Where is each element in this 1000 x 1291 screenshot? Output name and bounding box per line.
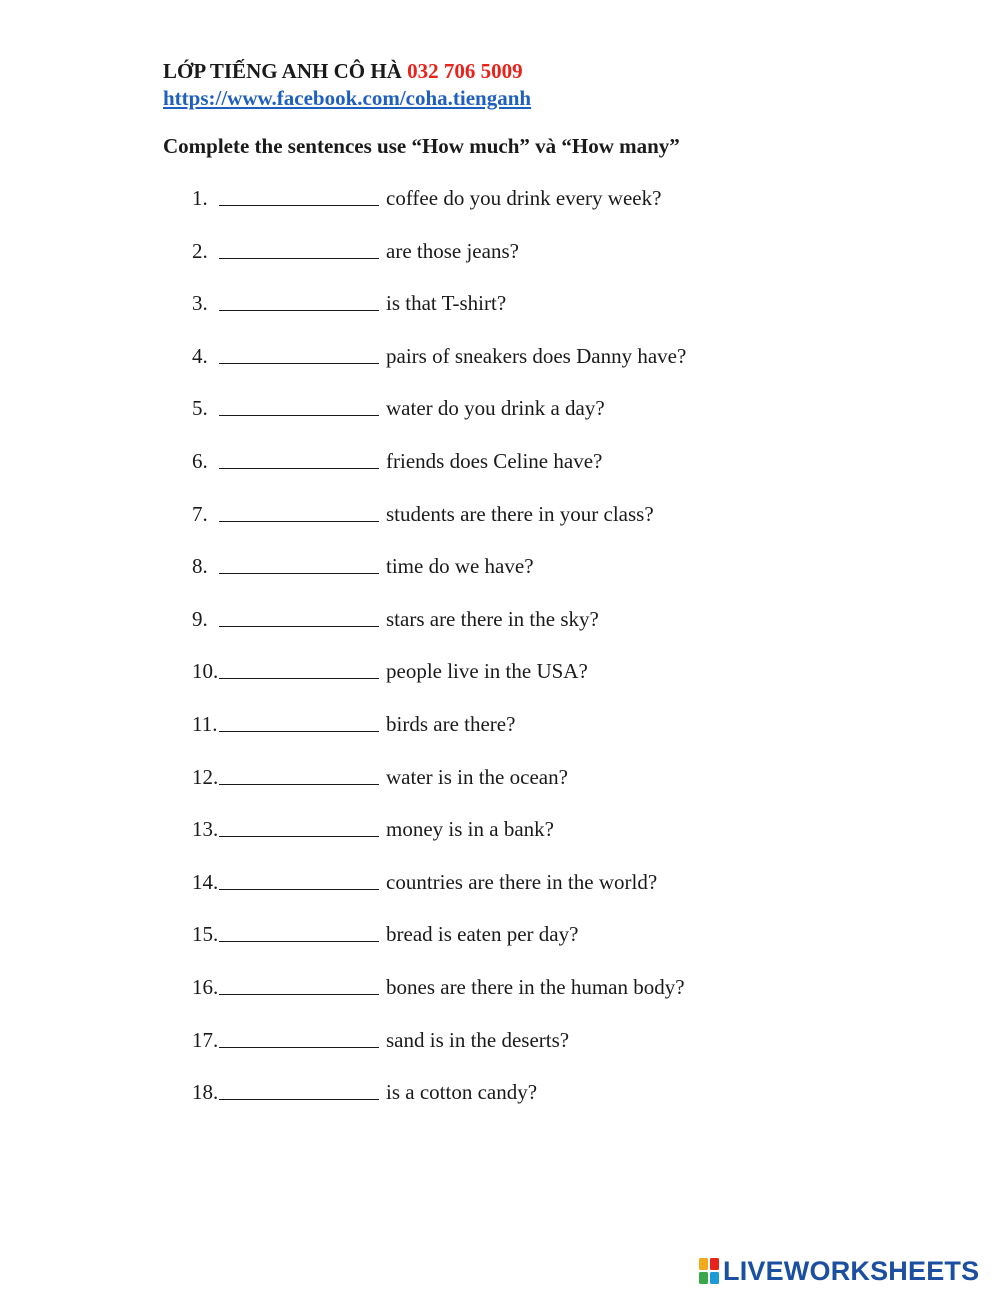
exercise-text: friends does Celine have? [386, 448, 603, 473]
exercise-number: 11. [192, 711, 218, 736]
exercise-item [192, 921, 686, 974]
exercise-number: 2. [192, 238, 208, 263]
logo-block [699, 1258, 708, 1270]
exercise-number: 13. [192, 817, 219, 842]
answer-blank-wrapper [219, 606, 381, 633]
exercise-item [192, 553, 686, 606]
answer-blank-wrapper [219, 764, 381, 791]
answer-blank[interactable] [219, 238, 379, 259]
exercise-number: 5. [192, 396, 208, 421]
answer-blank[interactable] [219, 185, 379, 206]
answer-blank-wrapper [219, 1027, 381, 1054]
exercise-text: is a cotton candy? [386, 1080, 538, 1105]
exercise-number: 1. [192, 186, 208, 210]
exercise-text: people live in the USA? [386, 659, 588, 684]
exercise-item [192, 764, 686, 817]
exercise-number: 14. [192, 869, 219, 894]
answer-blank[interactable] [219, 343, 379, 364]
answer-blank[interactable] [219, 553, 379, 574]
exercise-number: 3. [192, 291, 208, 316]
answer-blank-wrapper [219, 711, 381, 738]
exercise-item [192, 816, 686, 869]
exercise-item [192, 658, 686, 711]
answer-blank-wrapper [219, 658, 381, 685]
instruction-text: Complete the sentences use “How much” và “How many” [163, 134, 680, 158]
answer-blank-wrapper [219, 869, 381, 896]
answer-blank[interactable] [219, 448, 379, 469]
answer-blank[interactable] [219, 1079, 379, 1100]
answer-blank-wrapper [219, 921, 381, 948]
exercise-number: 18. [192, 1080, 219, 1105]
exercise-item [192, 290, 686, 343]
answer-blank[interactable] [219, 764, 379, 785]
answer-blank[interactable] [219, 1027, 379, 1048]
header-title-line [163, 58, 523, 84]
answer-blank-wrapper [219, 553, 381, 580]
exercise-text: are those jeans? [386, 238, 519, 263]
answer-blank[interactable] [219, 974, 379, 995]
answer-blank[interactable] [219, 869, 379, 890]
answer-blank-wrapper [219, 185, 381, 212]
header-phone: 032 706 5009 [407, 59, 523, 83]
answer-blank-wrapper [219, 448, 381, 475]
exercise-number: 15. [192, 922, 219, 947]
exercise-item [192, 395, 686, 448]
exercise-number: 10. [192, 659, 219, 684]
answer-blank[interactable] [219, 711, 379, 732]
exercise-item [192, 448, 686, 501]
exercise-text: time do we have? [386, 554, 534, 579]
exercise-text: students are there in your class? [386, 501, 654, 526]
answer-blank[interactable] [219, 658, 379, 679]
answer-blank-wrapper [219, 974, 381, 1001]
logo-blocks-svg [698, 1257, 720, 1285]
exercise-item [192, 343, 686, 396]
exercise-text: sand is in the deserts? [386, 1027, 570, 1052]
answer-blank-wrapper [219, 501, 381, 528]
liveworksheets-blocks-icon [698, 1257, 720, 1285]
exercise-text: birds are there? [386, 711, 516, 736]
exercise-text: bread is eaten per day? [386, 922, 579, 947]
exercise-text: water do you drink a day? [386, 396, 605, 421]
exercise-text: countries are there in the world? [386, 869, 658, 894]
exercise-number: 7. [192, 501, 208, 526]
header-title: LỚP TIẾNG ANH CÔ HÀ [163, 59, 402, 83]
answer-blank-wrapper [219, 395, 381, 422]
logo-block [710, 1272, 719, 1284]
exercise-text: pairs of sneakers does Danny have? [386, 343, 687, 368]
answer-blank-wrapper [219, 343, 381, 370]
exercise-text: is that T-shirt? [386, 291, 507, 316]
exercise-list [192, 185, 686, 1132]
answer-blank-wrapper [219, 1079, 381, 1106]
exercise-number: 17. [192, 1027, 219, 1052]
exercise-text: stars are there in the sky? [386, 606, 599, 631]
answer-blank[interactable] [219, 395, 379, 416]
exercise-item [192, 606, 686, 659]
exercise-item [192, 238, 686, 291]
answer-blank-wrapper [219, 290, 381, 317]
exercise-text: water is in the ocean? [386, 764, 568, 789]
exercise-item [192, 1079, 686, 1132]
exercise-item [192, 185, 686, 238]
exercise-item [192, 974, 686, 1027]
liveworksheets-logo-text: LIVEWORKSHEETS [723, 1255, 980, 1286]
facebook-link[interactable]: https://www.facebook.com/coha.tienganh [163, 86, 532, 110]
exercise-text: bones are there in the human body? [386, 974, 685, 999]
exercise-number: 9. [192, 606, 208, 631]
liveworksheets-logo [698, 1255, 979, 1287]
exercise-number: 6. [192, 448, 208, 473]
logo-block [699, 1272, 708, 1284]
exercise-text: money is in a bank? [386, 817, 554, 842]
exercise-item [192, 711, 686, 764]
answer-blank[interactable] [219, 816, 379, 837]
exercise-number: 4. [192, 343, 208, 368]
exercise-item [192, 869, 686, 922]
answer-blank[interactable] [219, 921, 379, 942]
exercise-number: 16. [192, 974, 219, 999]
exercise-number: 12. [192, 764, 219, 789]
answer-blank-wrapper [219, 238, 381, 265]
exercise-text: coffee do you drink every week? [386, 186, 662, 210]
logo-block [710, 1258, 719, 1270]
exercise-item [192, 1027, 686, 1080]
exercise-item [192, 501, 686, 554]
exercise-number: 8. [192, 554, 208, 579]
answer-blank-wrapper [219, 816, 381, 843]
header-link-line [163, 85, 531, 111]
answer-blank[interactable] [219, 606, 379, 627]
answer-blank[interactable] [219, 501, 379, 522]
answer-blank[interactable] [219, 290, 379, 311]
